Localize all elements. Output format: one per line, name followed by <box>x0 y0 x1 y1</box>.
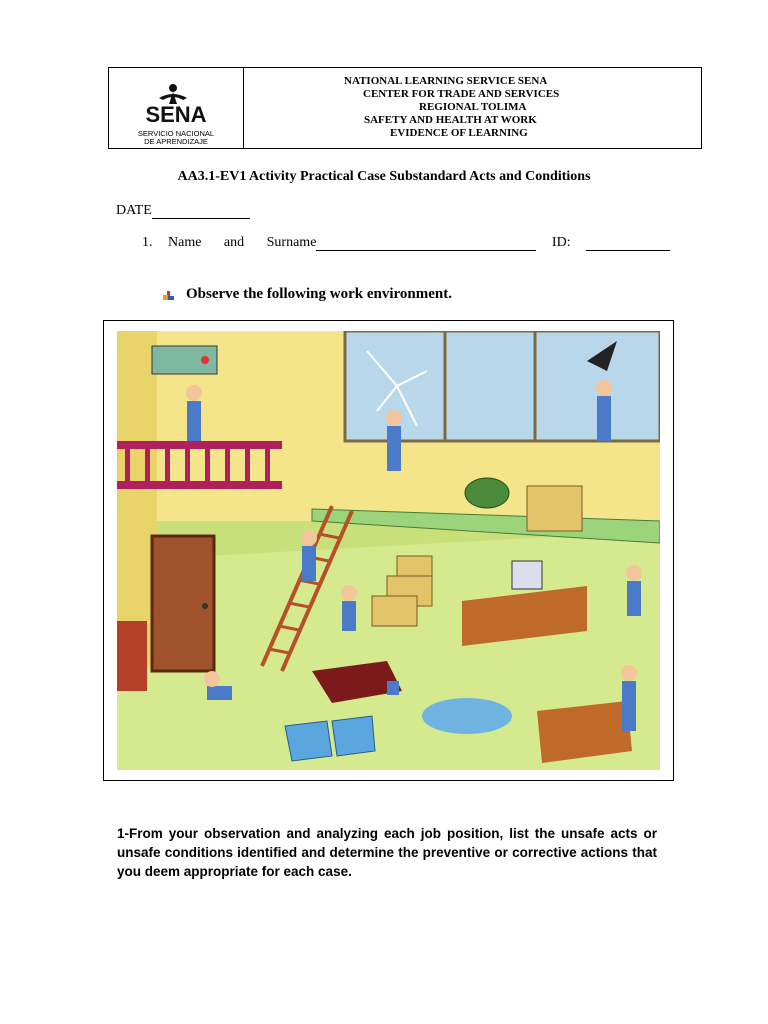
date-blank[interactable] <box>152 204 250 219</box>
header-line-5: EVIDENCE OF LEARNING <box>390 127 528 139</box>
bullet-icon <box>162 290 176 302</box>
date-field[interactable] <box>116 203 250 219</box>
header-line-2: CENTER FOR TRADE AND SERVICES <box>363 88 560 100</box>
workplace-hazards-illustration <box>117 331 660 770</box>
logo-line1: SERVICIO NACIONAL <box>137 129 215 138</box>
question-1: 1-From your observation and analyzing each job position, list the unsafe acts or unsafe conditions identified and determine the preventive or corrective actions that you deem appropriate for each case. <box>117 826 657 879</box>
sena-logo-icon <box>129 82 223 130</box>
logo-brand-text: SENA <box>145 102 207 127</box>
header-line-1: NATIONAL LEARNING SERVICE SENA <box>344 75 548 87</box>
header-line-4: SAFETY AND HEALTH AT WORK <box>364 114 537 126</box>
header-line-3: REGIONAL TOLIMA <box>419 101 527 113</box>
date-label: DATE <box>116 203 152 218</box>
activity-title: AA3.1-EV1 Activity Practical Case Substandard Acts and Conditions <box>177 169 591 184</box>
name-id-row <box>142 235 670 251</box>
name-label: Name and Surname <box>168 235 317 250</box>
observe-instruction: Observe the following work environment. <box>186 286 452 302</box>
name-blank[interactable] <box>316 236 536 251</box>
logo-line2: DE APRENDIZAJE <box>144 137 208 146</box>
item-number: 1. <box>142 235 153 250</box>
illustration-frame <box>103 320 674 781</box>
logo-cell <box>109 68 244 148</box>
id-blank[interactable] <box>586 236 670 251</box>
id-label: ID: <box>551 235 571 250</box>
header-table <box>108 67 702 149</box>
